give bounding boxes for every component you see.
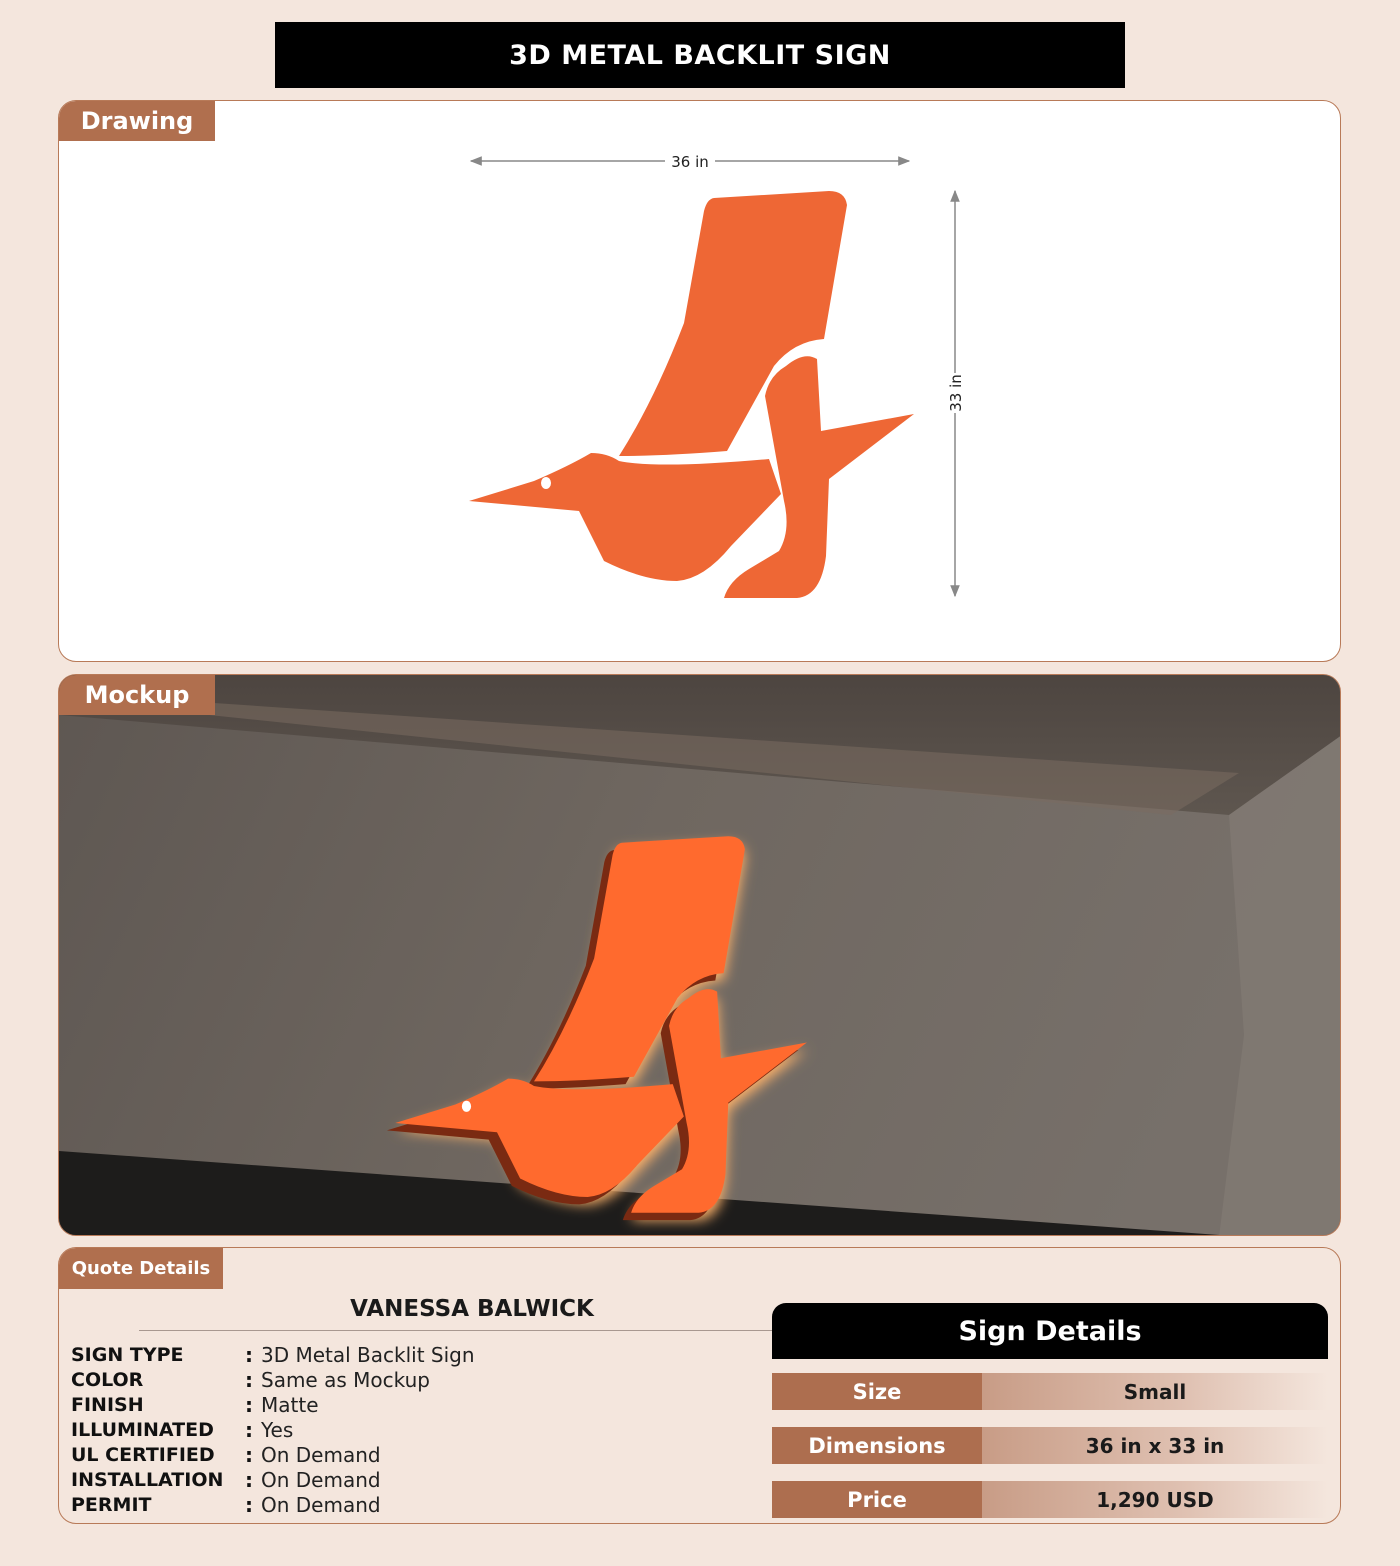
spec-key: INSTALLATION <box>71 1468 224 1491</box>
details-value: 1,290 USD <box>982 1481 1328 1518</box>
spec-row-color <box>71 1367 475 1392</box>
spec-colon: : <box>245 1492 253 1517</box>
spec-value: On Demand <box>261 1442 381 1467</box>
spec-key: PERMIT <box>71 1493 152 1516</box>
page-title: 3D METAL BACKLIT SIGN <box>275 22 1125 88</box>
spec-value: Matte <box>261 1392 319 1417</box>
spec-key: ILLUMINATED <box>71 1418 214 1441</box>
quote-panel <box>58 1247 1341 1524</box>
spec-row-sign-type <box>71 1342 475 1367</box>
details-row-price <box>772 1481 1328 1518</box>
spec-row-permit <box>71 1492 475 1517</box>
spec-key: SIGN TYPE <box>71 1343 184 1366</box>
spec-colon: : <box>245 1417 253 1442</box>
sign-details-header: Sign Details <box>772 1303 1328 1359</box>
spec-key: UL CERTIFIED <box>71 1443 215 1466</box>
details-key: Size <box>772 1373 982 1410</box>
details-value: 36 in x 33 in <box>982 1427 1328 1464</box>
spec-key: COLOR <box>71 1368 144 1391</box>
spec-value: Yes <box>261 1417 294 1442</box>
spec-list <box>71 1342 475 1517</box>
mockup-canvas <box>59 675 1341 1236</box>
mockup-tag: Mockup <box>59 675 215 715</box>
spec-value: 3D Metal Backlit Sign <box>261 1342 475 1367</box>
name-divider <box>139 1330 805 1331</box>
width-dimension-label: 36 in <box>671 153 709 171</box>
details-row-size <box>772 1373 1328 1410</box>
spec-row-finish <box>71 1392 475 1417</box>
spec-row-installation <box>71 1467 475 1492</box>
mockup-panel <box>58 674 1341 1236</box>
drawing-canvas <box>59 101 1341 662</box>
drawing-panel <box>58 100 1341 662</box>
spec-key: FINISH <box>71 1393 144 1416</box>
spec-row-ul-certified <box>71 1442 475 1467</box>
spec-colon: : <box>245 1392 253 1417</box>
spec-value: On Demand <box>261 1492 381 1517</box>
spec-colon: : <box>245 1467 253 1492</box>
quote-tag: Quote Details <box>59 1248 223 1289</box>
spec-colon: : <box>245 1342 253 1367</box>
spec-value: On Demand <box>261 1467 381 1492</box>
bird-boot-logo <box>469 191 914 598</box>
details-row-dimensions <box>772 1427 1328 1464</box>
height-dimension-label: 33 in <box>947 374 965 412</box>
details-key: Dimensions <box>772 1427 982 1464</box>
spec-colon: : <box>245 1442 253 1467</box>
spec-row-illuminated <box>71 1417 475 1442</box>
details-key: Price <box>772 1481 982 1518</box>
drawing-tag: Drawing <box>59 101 215 141</box>
customer-name: VANESSA BALWICK <box>350 1296 594 1322</box>
spec-colon: : <box>245 1367 253 1392</box>
details-value: Small <box>982 1373 1328 1410</box>
spec-value: Same as Mockup <box>261 1367 430 1392</box>
